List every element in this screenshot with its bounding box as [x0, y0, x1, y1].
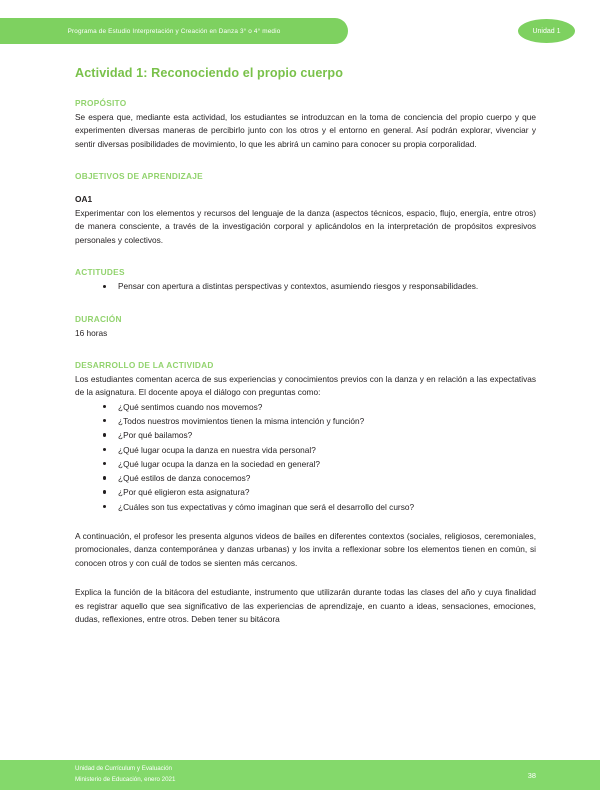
oa-description: Experimentar con los elementos y recursos del lenguaje de la danza (aspectos técnicos, espacio, flujo, energía, entre otros) de manera consciente, a través de la investigación corporal y aplicándolos en la interpretación de propósitos expresivos personales y colectivos.: [75, 207, 536, 245]
list-item: Pensar con apertura a distintas perspectivas y contextos, asumiendo riesgos y responsabilidades.: [75, 280, 536, 293]
desarrollo-questions-list: [75, 400, 536, 514]
section-actitudes: [75, 267, 536, 293]
page-header: [0, 18, 600, 44]
page-footer: [0, 760, 600, 790]
duracion-value: 16 horas: [75, 327, 108, 338]
footer-line-1: Unidad de Currículum y Evaluación: [75, 765, 172, 773]
actitudes-list: [75, 280, 536, 293]
page-title: Actividad 1: Reconociendo el propio cuerpo: [75, 66, 344, 80]
list-item: ¿Qué sentimos cuando nos movemos?: [75, 400, 536, 414]
section-heading-desarrollo: DESARROLLO DE LA ACTIVIDAD: [75, 359, 214, 370]
desarrollo-paragraph-3: Explica la función de la bitácora del estudiante, instrumento que utilizarán durante todas las clases del año y cuya finalidad es registrar aquello que sea significativo de las experiencias de aprendizaje, en cuanto a ideas, sensaciones, emociones, dudas, reflexiones, entre otros. Deben tener su bitácora: [75, 587, 536, 625]
desarrollo-intro: Los estudiantes comentan acerca de sus experiencias y conocimientos previos con la danza y en relación a las expectativas de la asignatura. El docente apoya el diálogo con preguntas como:: [75, 373, 536, 398]
section-desarrollo: [75, 360, 536, 627]
list-item: ¿Por qué eligieron esta asignatura?: [75, 485, 536, 499]
desarrollo-paragraph-2: A continuación, el profesor les presenta algunos videos de bailes en diferentes contextos (sociales, religiosos, ceremoniales, promocionales, danza contemporánea y danzas urbanas) y los invita a reflexionar sobre los elementos tienen en común, si conocen otros y con cuál de todos se sienten más cercanos.: [75, 530, 536, 568]
footer-organization: [75, 764, 175, 786]
section-heading-objetivos: OBJETIVOS DE APRENDIZAJE: [75, 171, 203, 182]
section-heading-duracion: DURACIÓN: [75, 313, 122, 324]
list-item: ¿Por qué bailamos?: [75, 428, 536, 442]
program-title-label: Programa de Estudio Interpretación y Creación en Danza 3° o 4° medio: [67, 27, 281, 35]
footer-line-2: Ministerio de Educación, enero 2021: [75, 776, 176, 783]
section-duracion: [75, 314, 536, 340]
spacer: [75, 184, 536, 193]
section-heading-proposito: PROPÓSITO: [75, 98, 127, 108]
spacer: [75, 294, 536, 314]
section-objetivos: [75, 171, 536, 247]
spacer: [75, 247, 536, 267]
list-item: ¿Qué lugar ocupa la danza en nuestra vida personal?: [75, 443, 536, 457]
spacer: [75, 340, 536, 360]
list-item: ¿Qué estilos de danza conocemos?: [75, 471, 536, 485]
list-item: ¿Cuáles son tus expectativas y cómo imaginan que será el desarrollo del curso?: [75, 500, 536, 514]
oa-code: OA1: [75, 194, 93, 205]
spacer: [75, 514, 536, 530]
proposito-text: Se espera que, mediante esta actividad, los estudiantes se introduzcan en la toma de conciencia del propio cuerpo y que experimenten diversas maneras de percibirlo junto con los otros y el entorno en general. Así podrán explorar, vivenciar y sentir diversas posibilidades de movimiento, lo que les abrirá un camino para conocer su propia corporalidad.: [75, 112, 536, 149]
page-number: 38: [527, 770, 536, 780]
spacer: [75, 570, 536, 586]
unit-badge: [518, 19, 575, 43]
list-item: ¿Qué lugar ocupa la danza en la sociedad en general?: [75, 457, 536, 471]
section-heading-actitudes: ACTITUDES: [75, 267, 125, 278]
document-body: [75, 66, 536, 627]
list-item: ¿Todos nuestros movimientos tienen la misma intención y función?: [75, 414, 536, 428]
program-title-pill: [0, 18, 348, 44]
spacer: [75, 151, 536, 171]
unit-badge-label: Unidad 1: [532, 27, 561, 35]
section-proposito: [75, 98, 536, 151]
